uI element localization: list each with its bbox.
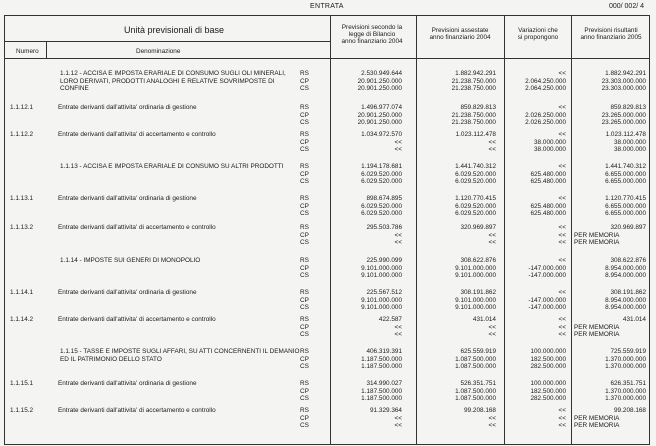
row-type-code: RS: [300, 195, 309, 202]
col-header-assestate: [416, 27, 504, 41]
row-value: 20.901.250.000: [357, 77, 402, 85]
row-value: <<: [488, 331, 496, 338]
row-denominazione: Entrate derivanti dall'attivita' ordinaria di gestione: [58, 289, 197, 296]
header-divider: [4, 41, 330, 42]
row-value: 225.567.512: [366, 289, 402, 296]
row-denominazione: 1.1.13 - ACCISA E IMPOSTA ERARIALE DI CONSUMO SU ALTRI PRODOTTI: [60, 163, 284, 170]
row-value: 431.014: [622, 316, 646, 323]
row-value: 2.530.949.644: [361, 70, 402, 77]
row-value: 308.622.876: [460, 257, 496, 264]
row-type-code: CS: [300, 146, 309, 153]
row-value: 1.370.000.000: [605, 395, 646, 402]
row-value: PER MEMORIA: [574, 323, 620, 331]
row-value: 6.029.520.000: [361, 178, 402, 185]
row-value: 21.238.750.000: [451, 119, 496, 126]
page-code: 000/ 002/ 4: [608, 3, 644, 10]
row-value: 1.187.500.000: [361, 363, 402, 370]
row-value: 1.370.000.000: [605, 363, 646, 370]
col-header-risultanti-l2: anno finanziario 2005: [580, 34, 642, 41]
row-value: PER MEMORIA: [574, 239, 620, 246]
row-value: 1.187.500.000: [361, 395, 402, 402]
row-value: -147.000.000: [528, 264, 566, 272]
col-sep-3: [504, 15, 505, 445]
row-number: 1.1.15.1: [10, 380, 34, 387]
row-value: <<: [558, 224, 566, 231]
row-value: 1.023.112.478: [455, 131, 496, 138]
row-value: 6.029.520.000: [361, 210, 402, 217]
row-value: <<: [558, 414, 566, 422]
row-value: 1.187.500.000: [361, 387, 402, 395]
row-value: -147.000.000: [528, 296, 566, 304]
row-value: 1.187.500.000: [361, 355, 402, 363]
row-value: 2.026.250.000: [525, 119, 566, 126]
col-header-assestate-l2: anno finanziario 2004: [429, 34, 491, 41]
row-value: 314.990.027: [366, 380, 402, 387]
row-value: 625.480.000: [530, 178, 566, 185]
row-value: <<: [488, 414, 496, 422]
row-value: <<: [488, 231, 496, 239]
row-value: 9.101.000.000: [455, 264, 496, 272]
col-header-numero: Numero: [16, 48, 39, 55]
row-value: 320.969.897: [460, 224, 496, 231]
row-value: 6.655.000.000: [605, 170, 646, 178]
row-value: 1.023.112.478: [605, 131, 646, 138]
row-value: 1.370.000.000: [605, 355, 646, 363]
row-value: 9.101.000.000: [361, 264, 402, 272]
row-number: 1.1.15.2: [10, 407, 34, 414]
row-value: <<: [394, 146, 402, 153]
row-value: 21.238.750.000: [451, 111, 496, 119]
row-value: 182.500.000: [530, 387, 566, 395]
row-value: 9.101.000.000: [455, 304, 496, 311]
row-type-code: RS: [300, 289, 309, 296]
col-header-legge-l1: Previsioni secondo la: [341, 24, 403, 31]
row-value: 898.674.895: [366, 195, 402, 202]
row-value: <<: [558, 131, 566, 138]
row-value: 1.087.500.000: [455, 363, 496, 370]
row-value: 8.954.000.000: [605, 296, 646, 304]
row-denominazione: Entrate derivanti dall'attivita' di accertamento e controllo: [58, 407, 216, 414]
row-value: <<: [558, 257, 566, 264]
col-header-variazioni: [505, 27, 571, 41]
row-value: <<: [558, 163, 566, 170]
col-header-variazioni-l1: Variazioni che: [518, 27, 558, 34]
row-value: 6.029.520.000: [455, 170, 496, 178]
row-denominazione: 1.1.12 - ACCISA E IMPOSTA ERARIALE DI CONSUMO SUGLI OLI MINERALI,: [60, 70, 286, 77]
row-value: 2.064.250.000: [525, 77, 566, 85]
row-value: 6.029.520.000: [455, 178, 496, 185]
row-denominazione: Entrate derivanti dall'attivita' di accertamento e controllo: [58, 224, 216, 231]
row-type-code: CS: [300, 239, 309, 246]
col-sep-2: [416, 15, 417, 445]
row-value: 8.954.000.000: [605, 304, 646, 311]
row-value: 8.954.000.000: [605, 272, 646, 279]
row-value: 6.029.520.000: [361, 202, 402, 210]
row-type-code: CP: [300, 355, 309, 363]
row-value: 626.351.751: [610, 380, 646, 387]
row-value: -147.000.000: [528, 272, 566, 279]
row-value: 2.064.250.000: [525, 85, 566, 92]
row-value: 308.191.862: [610, 289, 646, 296]
row-value: 1.441.740.312: [605, 163, 646, 170]
header-bottom-line: [4, 58, 650, 59]
row-value: <<: [558, 231, 566, 239]
col-sep-1: [330, 15, 331, 445]
row-value: 9.101.000.000: [361, 296, 402, 304]
row-value: 1.087.500.000: [455, 387, 496, 395]
row-number: 1.1.14.1: [10, 289, 34, 296]
row-denominazione: Entrate derivanti dall'attivita' ordinaria di gestione: [58, 195, 197, 202]
row-type-code: RS: [300, 131, 309, 138]
row-value: PER MEMORIA: [574, 231, 620, 239]
row-value: <<: [394, 414, 402, 422]
row-number: 1.1.13.2: [10, 224, 34, 231]
row-type-code: CP: [300, 264, 309, 272]
col-header-risultanti: [571, 27, 651, 41]
header-title: ENTRATA: [310, 3, 344, 10]
row-value: <<: [558, 422, 566, 429]
row-value: 625.559.919: [460, 348, 496, 355]
row-value: 625.480.000: [530, 210, 566, 217]
row-value: 526.351.751: [460, 380, 496, 387]
row-value: 859.829.813: [610, 104, 646, 111]
row-denominazione: LORO DERIVATI, PRODOTTI ANALOGHI E RELATIVE SOVRIMPOSTE DI: [60, 77, 275, 85]
row-type-code: CS: [300, 331, 309, 338]
row-type-code: CP: [300, 231, 309, 239]
row-value: 308.622.876: [610, 257, 646, 264]
col-sep-4: [571, 15, 572, 445]
row-value: 23.303.000.000: [601, 77, 646, 85]
row-value: 295.503.786: [366, 224, 402, 231]
row-type-code: CP: [300, 111, 309, 119]
col-header-unita: Unità previsionali di base: [124, 25, 225, 35]
row-type-code: CS: [300, 85, 309, 92]
row-value: 100.000.000: [530, 380, 566, 387]
row-type-code: CP: [300, 296, 309, 304]
row-value: <<: [558, 316, 566, 323]
row-value: <<: [558, 195, 566, 202]
row-type-code: CS: [300, 210, 309, 217]
row-value: 859.829.813: [460, 104, 496, 111]
row-value: 21.238.750.000: [451, 77, 496, 85]
row-value: 38.000.000: [534, 138, 566, 146]
row-type-code: CS: [300, 272, 309, 279]
row-number: 1.1.14.2: [10, 316, 34, 323]
row-value: <<: [558, 70, 566, 77]
row-value: <<: [558, 289, 566, 296]
row-denominazione: Entrate derivanti dall'attivita' ordinaria di gestione: [58, 104, 197, 111]
row-value: 99.208.168: [464, 407, 496, 414]
row-type-code: RS: [300, 163, 309, 170]
row-value: 282.500.000: [530, 395, 566, 402]
row-number: 1.1.12.1: [10, 104, 34, 111]
row-type-code: CP: [300, 202, 309, 210]
row-denominazione: Entrate derivanti dall'attivita' di accertamento e controllo: [58, 316, 216, 323]
row-value: 99.208.168: [614, 407, 646, 414]
col-header-variazioni-l2: si propongono: [517, 34, 559, 41]
row-type-code: RS: [300, 380, 309, 387]
row-type-code: CP: [300, 414, 309, 422]
row-value: <<: [488, 239, 496, 246]
row-type-code: RS: [300, 104, 309, 111]
row-type-code: CS: [300, 119, 309, 126]
row-value: 1.087.500.000: [455, 395, 496, 402]
row-denominazione: ED IL PATRIMONIO DELLO STATO: [60, 355, 162, 363]
row-value: 38.000.000: [614, 138, 646, 146]
row-value: 282.500.000: [530, 363, 566, 370]
row-type-code: RS: [300, 70, 309, 77]
row-type-code: CS: [300, 178, 309, 185]
row-denominazione: Entrate derivanti dall'attivita' di accertamento e controllo: [58, 131, 216, 138]
col-header-denominazione: Denominazione: [136, 48, 181, 55]
row-value: 23.265.000.000: [601, 111, 646, 119]
row-value: <<: [394, 422, 402, 429]
row-value: 21.238.750.000: [451, 85, 496, 92]
row-type-code: RS: [300, 257, 309, 264]
row-value: 320.969.897: [610, 224, 646, 231]
row-value: 725.559.919: [610, 348, 646, 355]
row-value: -147.000.000: [528, 304, 566, 311]
row-value: 1.120.770.415: [455, 195, 496, 202]
row-value: PER MEMORIA: [574, 331, 620, 338]
row-type-code: RS: [300, 407, 309, 414]
row-value: 9.101.000.000: [455, 296, 496, 304]
row-value: 20.901.250.000: [357, 119, 402, 126]
col-sep-numero: [46, 41, 47, 58]
col-header-legge-l3: anno finanziario 2004: [341, 38, 403, 45]
row-value: 23.265.000.000: [601, 119, 646, 126]
row-denominazione: 1.1.14 - IMPOSTE SUI GENERI DI MONOPOLIO: [60, 257, 201, 264]
row-denominazione: 1.1.15 - TASSE E IMPOSTE SUGLI AFFARI, SU ATTI CONCERNENTI IL DEMANIO: [60, 348, 300, 355]
row-type-code: CP: [300, 170, 309, 178]
row-value: 8.954.000.000: [605, 264, 646, 272]
row-type-code: RS: [300, 316, 309, 323]
row-type-code: CP: [300, 323, 309, 331]
row-value: 1.882.942.291: [455, 70, 496, 77]
row-denominazione: CONFINE: [60, 85, 89, 92]
row-type-code: CP: [300, 77, 309, 85]
row-value: 431.014: [472, 316, 496, 323]
row-value: <<: [394, 323, 402, 331]
row-value: 6.029.520.000: [361, 170, 402, 178]
row-value: 9.101.000.000: [361, 272, 402, 279]
row-value: 625.480.000: [530, 202, 566, 210]
row-value: <<: [394, 138, 402, 146]
row-value: 9.101.000.000: [361, 304, 402, 311]
row-number: 1.1.13.1: [10, 195, 34, 202]
row-value: 1.087.500.000: [455, 355, 496, 363]
row-number: 1.1.12.2: [10, 131, 34, 138]
row-value: 1.441.740.312: [455, 163, 496, 170]
col-header-assestate-l1: Previsioni assestate: [431, 27, 489, 34]
row-value: <<: [394, 331, 402, 338]
row-value: 406.319.391: [366, 348, 402, 355]
row-type-code: CP: [300, 138, 309, 146]
row-value: <<: [558, 331, 566, 338]
col-header-legge-l2: legge di Bilancio: [348, 31, 396, 38]
row-value: PER MEMORIA: [574, 414, 620, 422]
row-value: 1.034.972.570: [361, 131, 402, 138]
row-value: <<: [558, 104, 566, 111]
row-value: <<: [394, 239, 402, 246]
row-denominazione: Entrate derivanti dall'attivita' ordinaria di gestione: [58, 380, 197, 387]
row-value: 308.191.862: [460, 289, 496, 296]
row-value: <<: [558, 407, 566, 414]
row-type-code: CS: [300, 304, 309, 311]
col-header-risultanti-l1: Previsioni risultanti: [584, 27, 638, 34]
row-value: PER MEMORIA: [574, 422, 620, 429]
col-header-legge: [330, 24, 414, 45]
row-value: 1.496.977.074: [361, 104, 402, 111]
row-value: <<: [488, 146, 496, 153]
row-type-code: RS: [300, 224, 309, 231]
row-value: 1.370.000.000: [605, 387, 646, 395]
row-value: 20.901.250.000: [357, 111, 402, 119]
row-value: 2.026.250.000: [525, 111, 566, 119]
row-value: 225.990.099: [366, 257, 402, 264]
row-type-code: CS: [300, 395, 309, 402]
row-value: <<: [488, 422, 496, 429]
row-value: 1.882.942.291: [605, 70, 646, 77]
row-value: 422.587: [378, 316, 402, 323]
row-value: 182.500.000: [530, 355, 566, 363]
row-value: 20.901.250.000: [357, 85, 402, 92]
row-type-code: CS: [300, 422, 309, 429]
row-value: <<: [488, 138, 496, 146]
row-value: <<: [558, 323, 566, 331]
row-value: 6.655.000.000: [605, 202, 646, 210]
row-value: 23.303.000.000: [601, 85, 646, 92]
row-value: 6.655.000.000: [605, 178, 646, 185]
row-value: 1.120.770.415: [605, 195, 646, 202]
row-value: 38.000.000: [614, 146, 646, 153]
row-type-code: RS: [300, 348, 309, 355]
row-value: 1.194.178.681: [361, 163, 402, 170]
row-type-code: CS: [300, 363, 309, 370]
row-value: <<: [558, 239, 566, 246]
row-value: <<: [394, 231, 402, 239]
row-value: 625.480.000: [530, 170, 566, 178]
row-type-code: CP: [300, 387, 309, 395]
row-value: 38.000.000: [534, 146, 566, 153]
row-value: 100.000.000: [530, 348, 566, 355]
row-value: 9.101.000.000: [455, 272, 496, 279]
row-value: 6.029.520.000: [455, 210, 496, 217]
row-value: 6.029.520.000: [455, 202, 496, 210]
row-value: 6.655.000.000: [605, 210, 646, 217]
row-value: <<: [488, 323, 496, 331]
row-value: 91.329.364: [370, 407, 402, 414]
